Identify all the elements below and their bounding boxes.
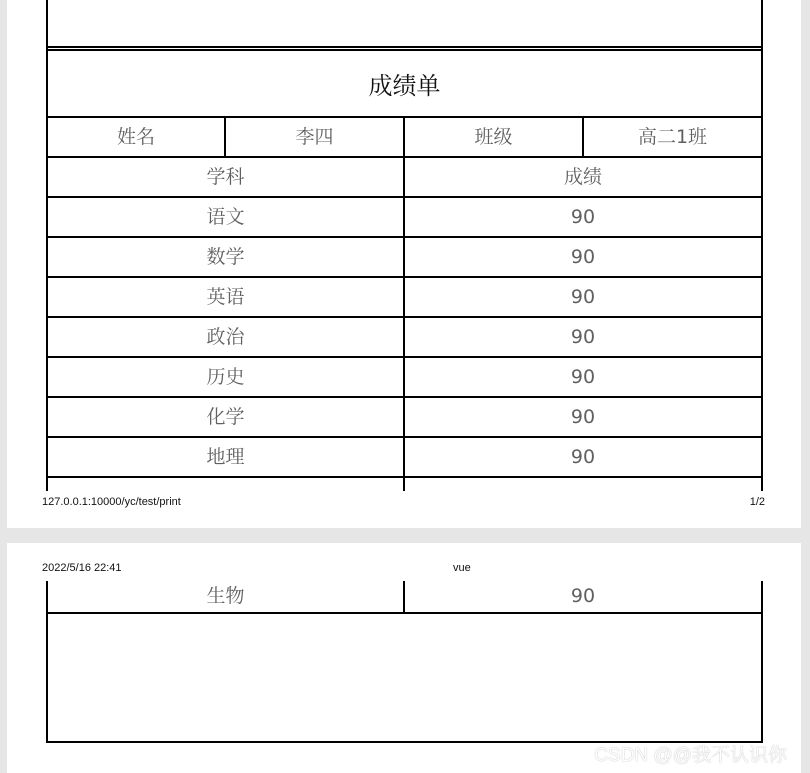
score-cell: 90: [570, 285, 596, 308]
subject-cell: 历史: [206, 365, 245, 388]
subject-cell: 语文: [206, 205, 245, 228]
report-title: 成绩单: [368, 72, 441, 100]
print-page-1: [7, 0, 801, 528]
score-cell: 90: [570, 445, 596, 468]
score-header-cell: 成绩: [563, 165, 602, 188]
print-footer-url: 127.0.0.1:10000/yc/test/print: [42, 496, 181, 508]
score-cell: 90: [570, 405, 596, 428]
subject-cell: 化学: [206, 405, 245, 428]
print-header-title: vue: [453, 562, 471, 574]
print-footer-page-number: 1/2: [749, 496, 765, 508]
table-border-right: [761, 581, 763, 743]
score-cell: 90: [570, 245, 596, 268]
name-value-cell: 李四: [295, 126, 334, 148]
score-cell: 90: [570, 365, 596, 388]
subject-cell: 政治: [206, 325, 245, 348]
score-cell: 90: [570, 325, 596, 348]
class-value-cell: 高二1班: [637, 126, 708, 148]
score-cell: 90: [570, 585, 596, 607]
score-cell: 90: [570, 205, 596, 228]
name-label-cell: 姓名: [116, 126, 155, 148]
table-border: [46, 612, 763, 614]
print-header-datetime: 2022/5/16 22:41: [42, 562, 122, 574]
subject-cell: 英语: [206, 285, 245, 308]
subject-cell: 地理: [206, 445, 245, 468]
subject-cell: 数学: [206, 245, 245, 268]
table-border: [46, 46, 763, 48]
table-border-right: [761, 0, 763, 491]
subject-cell: 生物: [206, 585, 245, 607]
subject-header-cell: 学科: [206, 165, 245, 188]
class-label-cell: 班级: [474, 126, 513, 148]
table-border: [46, 476, 763, 478]
print-page-2: [7, 543, 801, 773]
watermark: CSDN @@我不认识你: [594, 745, 787, 766]
